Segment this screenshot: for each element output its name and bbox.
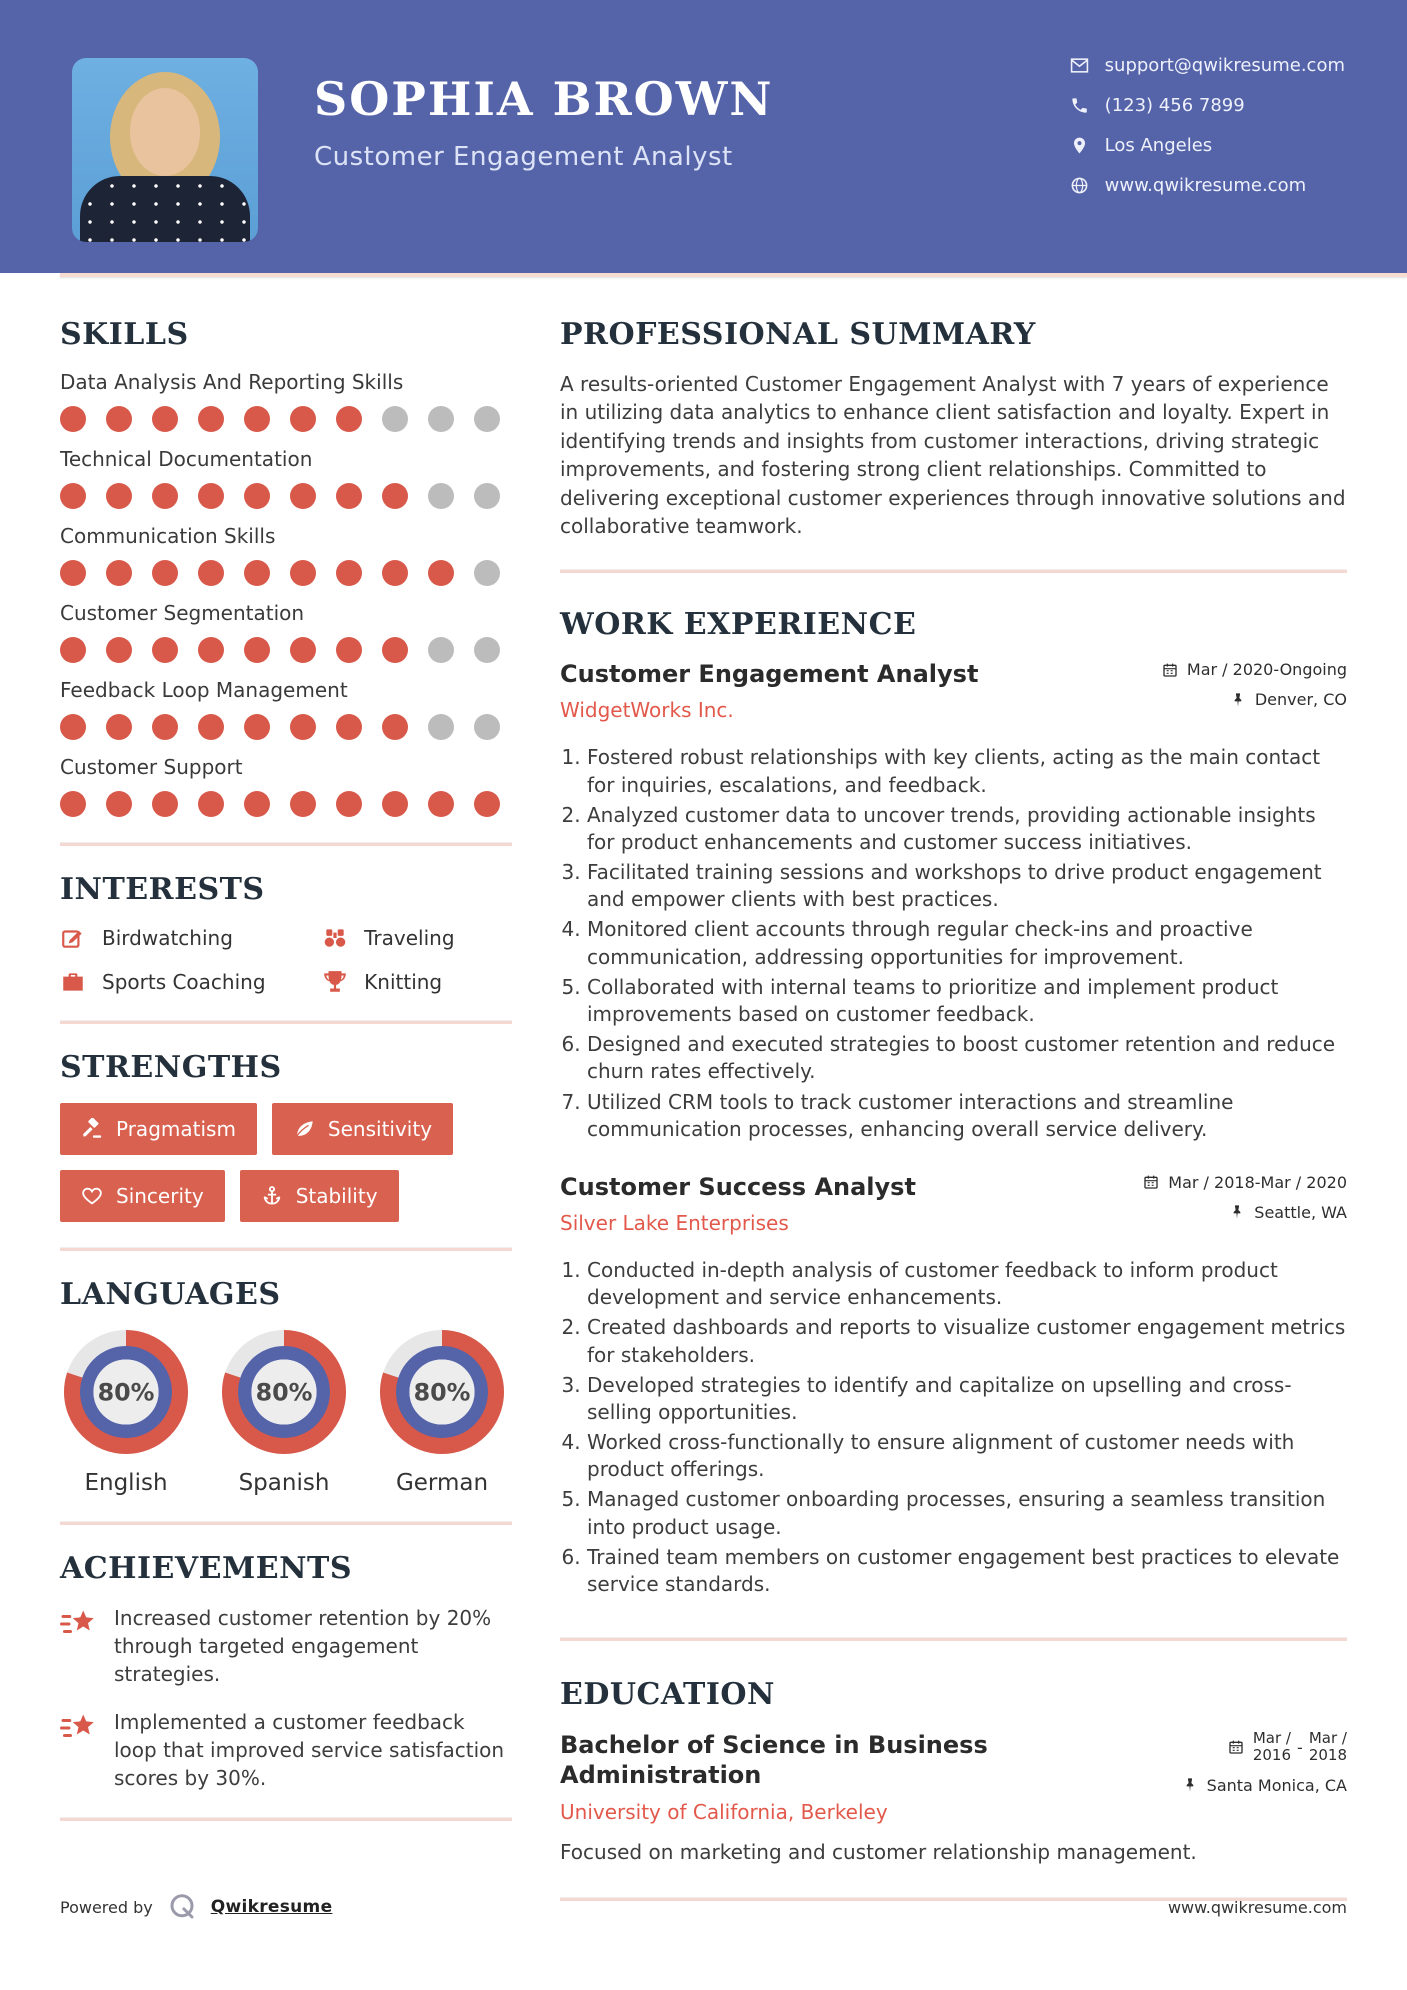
photo-shoulders — [80, 176, 250, 242]
skill-dot — [428, 637, 454, 663]
job-bullet: 1. Fostered robust relationships with key clients, acting as the main contact for inquiries, escalations, and feedback. — [587, 744, 1347, 798]
contact-email-value: support@qwikresume.com — [1104, 55, 1345, 76]
skill-dot — [382, 637, 408, 663]
skill-dot — [428, 406, 454, 432]
profile-photo — [72, 58, 258, 242]
section-divider — [60, 1522, 512, 1525]
skill-dot — [336, 483, 362, 509]
strength-badge — [60, 1103, 257, 1155]
job-company[interactable]: Silver Lake Enterprises — [560, 1210, 789, 1235]
skill-dot — [244, 483, 270, 509]
footer-site-url[interactable]: www.qwikresume.com — [1167, 1897, 1347, 1917]
summary-heading: PROFESSIONAL SUMMARY — [560, 317, 1036, 352]
section-divider — [60, 1818, 512, 1821]
qwikresume-brand-link[interactable]: Qwikresume — [210, 1897, 333, 1917]
shooting-star-icon — [60, 1606, 96, 1642]
binoculars-icon — [322, 925, 348, 951]
section-divider — [60, 1021, 512, 1024]
interest-item — [60, 925, 322, 951]
skill-dot — [198, 483, 224, 509]
anchor-icon — [261, 1185, 283, 1207]
skill-level-dots — [60, 791, 512, 817]
skill-dot — [290, 637, 316, 663]
job-bullet: 1. Conducted in-depth analysis of customer feedback to inform product development and service enhancements. — [587, 1257, 1347, 1311]
skill-dot — [198, 714, 224, 740]
language-label: English — [84, 1470, 168, 1496]
strength-label: Pragmatism — [116, 1117, 236, 1141]
contact-phone-value: (123) 456 7899 — [1104, 95, 1245, 116]
education-dates: Mar / 2016 - Mar / 2018 — [1228, 1730, 1347, 1765]
interest-label: Birdwatching — [102, 926, 233, 950]
skills-list — [60, 370, 512, 817]
language-item — [376, 1330, 508, 1496]
svg-text:80%: 80% — [255, 1378, 313, 1407]
job-bullet: 6. Designed and executed strategies to boost customer retention and reduce churn rates effectively. — [587, 1031, 1347, 1085]
header — [0, 0, 1407, 273]
job-entry — [560, 660, 1347, 1143]
section-divider — [560, 570, 1347, 573]
contact-location — [1070, 135, 1345, 156]
skill-dot — [106, 560, 132, 586]
strength-label: Stability — [295, 1184, 378, 1208]
pushpin-icon — [1230, 692, 1246, 708]
school-name[interactable]: University of California, Berkeley — [560, 1800, 888, 1825]
language-label: Spanish — [238, 1470, 330, 1496]
education-heading: EDUCATION — [560, 1677, 775, 1713]
achievement-item — [60, 1604, 512, 1688]
photo-face — [130, 88, 200, 176]
interest-label: Knitting — [364, 970, 443, 994]
strength-badge — [240, 1170, 399, 1222]
strength-badge — [60, 1170, 225, 1222]
skill-dot — [474, 791, 500, 817]
achievement-text: Increased customer retention by 20% through targeted engagement strategies. — [114, 1606, 492, 1686]
left-column — [60, 317, 512, 1901]
job-title: Customer Success Analyst — [560, 1172, 916, 1201]
briefcase-icon — [60, 969, 86, 995]
skill-item — [60, 447, 512, 509]
skill-dot — [60, 637, 86, 663]
job-bullet-list — [560, 744, 1347, 1143]
language-item — [218, 1330, 350, 1496]
language-donut-chart — [380, 1330, 504, 1454]
skill-item — [60, 524, 512, 586]
skill-dot — [336, 714, 362, 740]
strength-label: Sensitivity — [327, 1117, 433, 1141]
map-pin-icon — [1070, 136, 1089, 155]
section-divider — [60, 1248, 512, 1251]
education-location: Santa Monica, CA — [1182, 1776, 1347, 1795]
pushpin-icon — [1229, 1204, 1245, 1220]
skill-label: Customer Segmentation — [60, 601, 305, 625]
skills-heading: SKILLS — [60, 317, 189, 352]
achievement-text: Implemented a customer feedback loop that improved service satisfaction scores by 30%. — [114, 1710, 505, 1790]
skill-dot — [152, 560, 178, 586]
phone-icon — [1070, 96, 1089, 115]
job-bullet: 4. Worked cross-functionally to ensure alignment of customer needs with product offerings. — [587, 1429, 1347, 1483]
skill-dot — [244, 791, 270, 817]
skill-dot — [152, 483, 178, 509]
skill-dot — [152, 714, 178, 740]
achievements-list — [60, 1604, 512, 1792]
person-title: Customer Engagement Analyst — [314, 142, 733, 172]
skill-dot — [106, 406, 132, 432]
skill-level-dots — [60, 406, 512, 432]
skill-dot — [198, 406, 224, 432]
strengths-heading: STRENGTHS — [60, 1050, 282, 1085]
skill-dot — [382, 791, 408, 817]
skill-item — [60, 678, 512, 740]
interest-label: Traveling — [364, 926, 455, 950]
skill-item — [60, 601, 512, 663]
skill-dot — [198, 560, 224, 586]
skill-dot — [244, 637, 270, 663]
skill-dot — [152, 406, 178, 432]
person-name: SOPHIA BROWN — [314, 72, 774, 126]
skill-dot — [290, 483, 316, 509]
skill-dot — [106, 714, 132, 740]
achievements-heading: ACHIEVEMENTS — [60, 1551, 353, 1586]
skill-label: Data Analysis And Reporting Skills — [60, 370, 404, 394]
languages-heading: LANGUAGES — [60, 1277, 281, 1312]
skill-level-dots — [60, 637, 512, 663]
shooting-star-icon — [60, 1710, 96, 1746]
qwikresume-logo-icon — [167, 1892, 197, 1922]
right-column — [560, 317, 1347, 1901]
skill-dot — [474, 560, 500, 586]
interest-item — [322, 969, 512, 995]
skill-label: Feedback Loop Management — [60, 678, 348, 702]
calendar-icon — [1228, 1739, 1244, 1755]
skill-dot — [198, 791, 224, 817]
skill-dot — [336, 791, 362, 817]
skill-item — [60, 755, 512, 817]
pushpin-icon — [1182, 1777, 1198, 1793]
skill-dot — [474, 483, 500, 509]
powered-by-label: Powered by — [60, 1897, 153, 1917]
skill-dot — [106, 483, 132, 509]
job-bullet: 6. Trained team members on customer engagement best practices to elevate service standards. — [587, 1544, 1347, 1598]
interest-label: Sports Coaching — [102, 970, 266, 994]
section-divider — [560, 1638, 1347, 1641]
interests-list — [60, 925, 512, 995]
calendar-icon — [1143, 1174, 1159, 1190]
interests-heading: INTERESTS — [60, 872, 265, 907]
skill-dot — [244, 560, 270, 586]
skill-dot — [428, 714, 454, 740]
skill-dot — [428, 483, 454, 509]
languages-list — [60, 1330, 512, 1496]
job-company[interactable]: WidgetWorks Inc. — [560, 698, 734, 723]
strength-label: Sincerity — [116, 1184, 204, 1208]
achievement-item — [60, 1708, 512, 1792]
skill-dot — [152, 637, 178, 663]
skill-dot — [382, 714, 408, 740]
education-entry — [560, 1730, 1347, 1864]
skill-dot — [290, 791, 316, 817]
skill-dot — [106, 791, 132, 817]
skill-dot — [382, 406, 408, 432]
job-dates: Mar / 2018-Mar / 2020 — [1143, 1173, 1347, 1192]
skill-dot — [60, 714, 86, 740]
job-bullet: 5. Managed customer onboarding processes, ensuring a seamless transition into product usage. — [587, 1486, 1347, 1540]
interest-item — [60, 969, 322, 995]
job-dates: Mar / 2020-Ongoing — [1162, 660, 1347, 679]
gavel-icon — [81, 1118, 103, 1140]
language-label: German — [395, 1470, 489, 1496]
skill-level-dots — [60, 560, 512, 586]
pencil-square-icon — [60, 925, 86, 951]
language-donut-chart — [64, 1330, 188, 1454]
interest-item — [322, 925, 512, 951]
contact-website[interactable] — [1070, 175, 1345, 196]
contact-list — [1070, 55, 1345, 196]
job-bullet: 2. Created dashboards and reports to visualize customer engagement metrics for stakeholders. — [587, 1314, 1347, 1368]
skill-dot — [60, 483, 86, 509]
skill-dot — [244, 406, 270, 432]
leaf-icon — [293, 1118, 315, 1140]
skill-dot — [474, 637, 500, 663]
skill-dot — [474, 714, 500, 740]
contact-website-value: www.qwikresume.com — [1104, 175, 1307, 196]
section-divider — [60, 843, 512, 846]
contact-email[interactable] — [1070, 55, 1345, 76]
skill-dot — [106, 637, 132, 663]
trophy-icon — [322, 969, 348, 995]
job-bullet: 3. Facilitated training sessions and workshops to drive product engagement and empower clients with best practices. — [587, 859, 1347, 913]
svg-text:80%: 80% — [413, 1378, 471, 1407]
skill-label: Technical Documentation — [60, 447, 313, 471]
calendar-icon — [1162, 662, 1178, 678]
skill-dot — [428, 791, 454, 817]
skill-label: Communication Skills — [60, 524, 276, 548]
skill-dot — [474, 406, 500, 432]
strength-badge — [272, 1103, 453, 1155]
education-note: Focused on marketing and customer relationship management. — [560, 1840, 1197, 1865]
skill-dot — [382, 483, 408, 509]
skill-dot — [290, 560, 316, 586]
job-bullet: 4. Monitored client accounts through regular check-ins and proactive communication, addressing opportunities for improvement. — [587, 916, 1347, 970]
degree-title: Bachelor of Science in Business Administration — [560, 1731, 988, 1790]
skill-dot — [382, 560, 408, 586]
skill-dot — [198, 637, 224, 663]
skill-dot — [290, 714, 316, 740]
work-heading: WORK EXPERIENCE — [560, 607, 917, 643]
skill-dot — [336, 560, 362, 586]
skill-item — [60, 370, 512, 432]
job-bullet: 3. Developed strategies to identify and capitalize on upselling and cross-selling opportunities. — [587, 1372, 1347, 1426]
language-item — [60, 1330, 192, 1496]
skill-dot — [60, 560, 86, 586]
contact-phone[interactable] — [1070, 95, 1345, 116]
job-title: Customer Engagement Analyst — [560, 660, 979, 689]
globe-icon — [1070, 176, 1089, 195]
job-bullet: 2. Analyzed customer data to uncover trends, providing actionable insights for product enhancements and customer success initiatives. — [587, 802, 1347, 856]
job-location: Seattle, WA — [1229, 1203, 1347, 1222]
job-location: Denver, CO — [1230, 690, 1347, 709]
strengths-list — [60, 1103, 512, 1222]
contact-location-value: Los Angeles — [1104, 135, 1213, 156]
job-bullet: 7. Utilized CRM tools to track customer interactions and streamline communication processes, enhancing overall service delivery. — [587, 1089, 1347, 1143]
svg-text:80%: 80% — [97, 1378, 155, 1407]
skill-dot — [290, 406, 316, 432]
skill-dot — [244, 714, 270, 740]
skill-dot — [336, 637, 362, 663]
job-bullet-list — [560, 1257, 1347, 1598]
heart-icon — [81, 1185, 103, 1207]
skill-dot — [60, 791, 86, 817]
job-entry — [560, 1173, 1347, 1598]
language-donut-chart — [222, 1330, 346, 1454]
envelope-icon — [1070, 56, 1089, 75]
skill-level-dots — [60, 483, 512, 509]
skill-dot — [336, 406, 362, 432]
skill-dot — [152, 791, 178, 817]
footer — [60, 1892, 1347, 1922]
skill-level-dots — [60, 714, 512, 740]
skill-dot — [428, 560, 454, 586]
skill-dot — [60, 406, 86, 432]
summary-text: A results-oriented Customer Engagement Analyst with 7 years of experience in utilizing data analytics to enhance client satisfaction and loyalty. Expert in identifying trends and insights from customer interactions, driving strategic improvements, and fostering strong client relationships. Committed to delivering exceptional customer experiences through innovative solutions and collaborative teamwork. — [560, 372, 1346, 538]
job-bullet: 5. Collaborated with internal teams to prioritize and implement product improvements based on customer feedback. — [587, 974, 1347, 1028]
skill-label: Customer Support — [60, 755, 243, 779]
